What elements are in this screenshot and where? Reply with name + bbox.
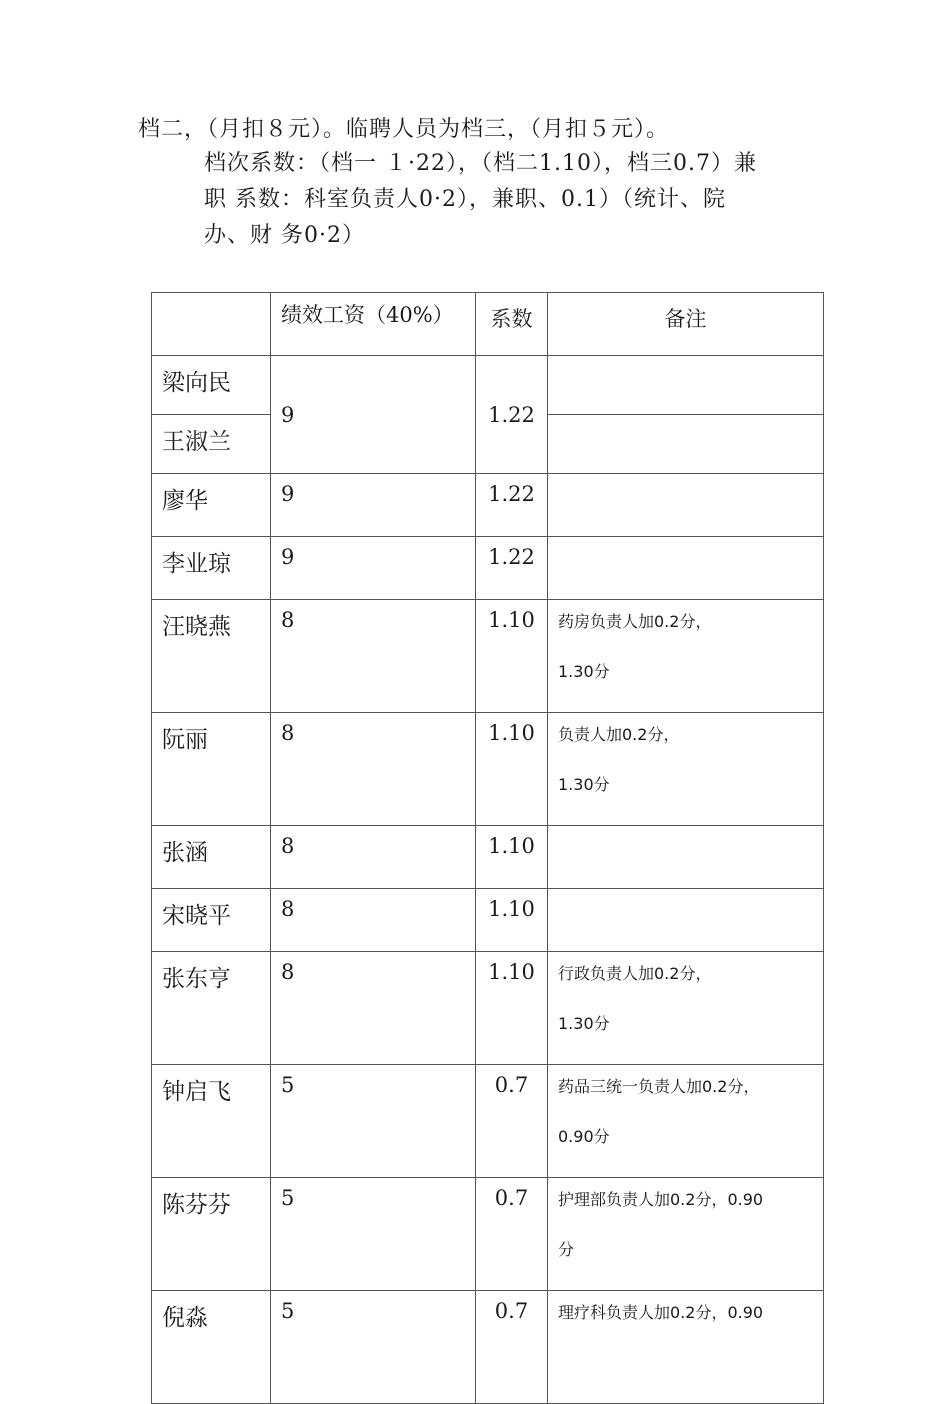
note-cell [548,952,824,1065]
header-coef: 系数 [476,293,548,356]
note-text: 理疗科负责人加0.2分，0.90 [558,1303,764,1322]
table-row [152,889,824,952]
name-cell: 钟启飞 [152,1065,271,1178]
coef-cell: 1.10 [476,889,548,952]
salary-cell: 5 [271,1065,476,1178]
note-text: 1.30分 [558,1014,610,1033]
note-cell [548,474,824,537]
note-text: 护理部负责人加0.2分，0.90 [558,1190,764,1209]
name-cell: 倪淼 [152,1291,271,1404]
salary-cell: 8 [271,826,476,889]
table-row [152,1065,824,1178]
note-text: 药品三统一负责人加0.2分， [558,1077,760,1096]
coef-cell: 1.10 [476,713,548,826]
salary-cell: 9 [271,356,476,474]
name-cell: 李业琼 [152,537,271,600]
name-cell: 宋晓平 [152,889,271,952]
table-row [152,600,824,713]
salary-cell: 9 [271,537,476,600]
name-cell: 廖华 [152,474,271,537]
note-cell [548,1178,824,1291]
table-header-row [152,293,824,356]
name-cell: 汪晓燕 [152,600,271,713]
paragraph-line-4: 办、财 务0·2） [204,223,365,248]
table-row [152,952,824,1065]
salary-cell: 8 [271,889,476,952]
name-cell: 张涵 [152,826,271,889]
note-text: 行政负责人加0.2分， [558,964,712,983]
table-row [152,356,824,415]
coef-cell: 0.7 [476,1065,548,1178]
paragraph-line-1: 档二，（月扣８元）。临聘人员为档三，（月扣５元）。 [138,117,670,142]
note-cell [548,889,824,952]
coef-cell: 1.22 [476,474,548,537]
paragraph-line-2: 档次系数：（档一 １·22），（档二1.10），档三0.7）兼 [204,151,757,176]
table-row [152,1291,824,1404]
note-cell [548,415,824,474]
name-cell: 陈芬芬 [152,1178,271,1291]
name-cell: 阮丽 [152,713,271,826]
salary-cell: 8 [271,952,476,1065]
note-text: 药房负责人加0.2分， [558,612,712,631]
coef-cell: 1.22 [476,537,548,600]
note-cell [548,537,824,600]
coef-cell: 1.10 [476,600,548,713]
coef-cell: 1.10 [476,826,548,889]
table-row [152,713,824,826]
salary-cell: 8 [271,713,476,826]
name-cell: 王淑兰 [152,415,271,474]
note-cell [548,1291,824,1404]
header-cell-empty [152,293,271,356]
table-row [152,1178,824,1291]
paragraph-line-3: 职 系数：科室负责人0·2），兼职、0.1）（统计、院 [204,187,726,212]
name-cell: 梁向民 [152,356,271,415]
coef-cell: 1.10 [476,952,548,1065]
table-row [152,537,824,600]
header-salary: 绩效工资（40%） [271,293,476,356]
header-note: 备注 [548,293,824,356]
name-cell: 张东亨 [152,952,271,1065]
table-row [152,474,824,537]
note-cell [548,356,824,415]
table-row [152,826,824,889]
coef-cell: 0.7 [476,1291,548,1404]
salary-cell: 9 [271,474,476,537]
note-text: 0.90分 [558,1127,610,1146]
coef-cell: 1.22 [476,356,548,474]
note-cell [548,1065,824,1178]
note-cell [548,600,824,713]
salary-cell: 5 [271,1291,476,1404]
note-text: 1.30分 [558,662,610,681]
coef-cell: 0.7 [476,1178,548,1291]
note-cell [548,826,824,889]
note-text: 分 [558,1240,575,1259]
performance-table [151,292,824,1404]
salary-cell: 5 [271,1178,476,1291]
note-cell [548,713,824,826]
note-text: 1.30分 [558,775,610,794]
salary-cell: 8 [271,600,476,713]
note-text: 负责人加0.2分， [558,725,680,744]
